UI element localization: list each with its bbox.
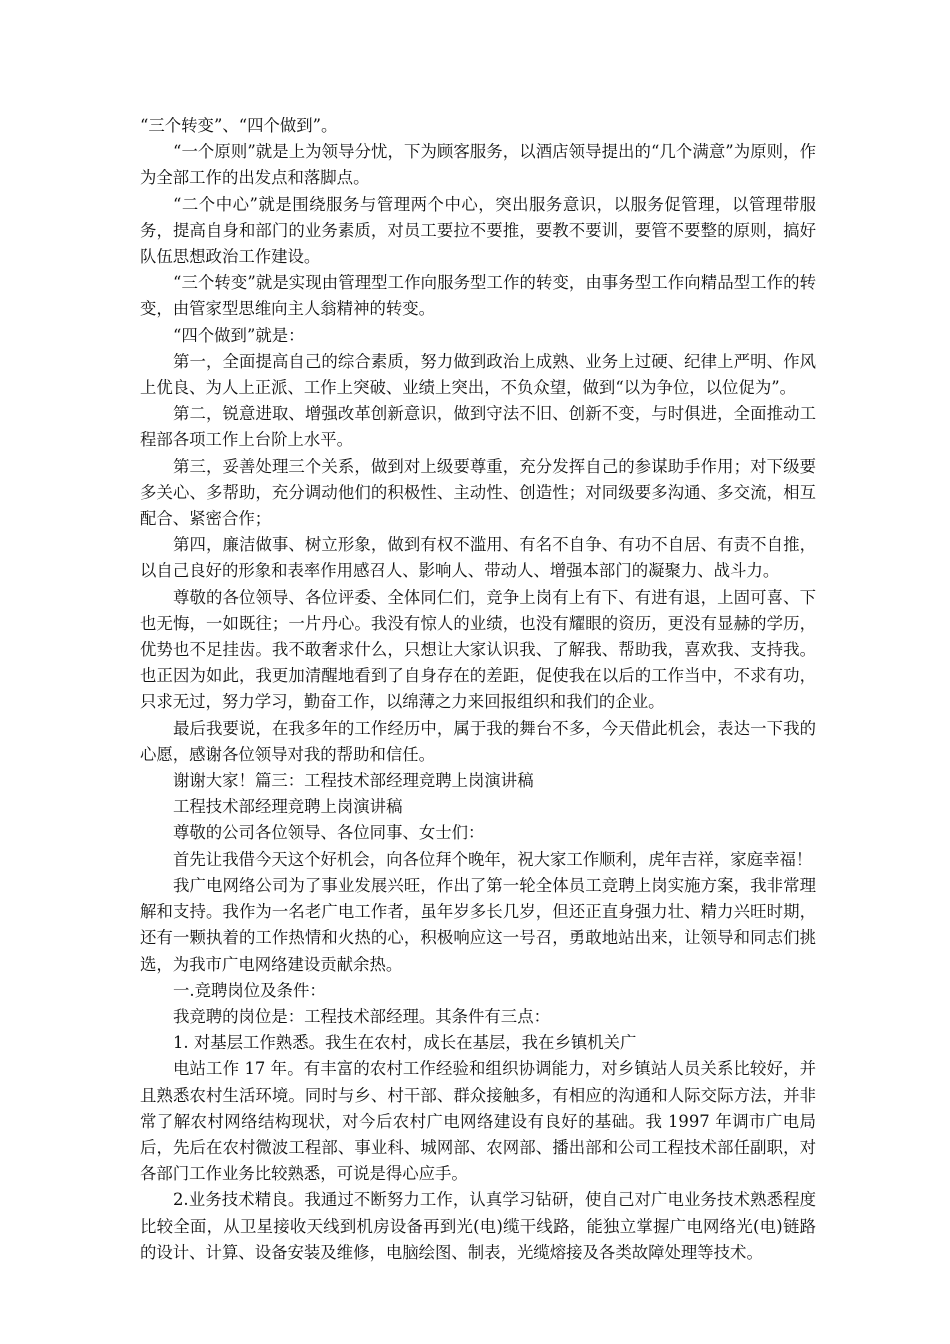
speech-title: 工程技术部经理竞聘上岗演讲稿 [173, 797, 403, 817]
paragraph: “一个原则”就是上为领导分忧，下为顾客服务，以酒店领导提出的“几个满意”为原则，作为全部工作的出发点和落脚点。 [140, 142, 816, 188]
paragraph: 最后我要说，在我多年的工作经历中，属于我的舞台不多，今天借此机会，表达一下我的心愿，感谢各位领导对我的帮助和信任。 [140, 718, 816, 764]
paragraph: 我广电网络公司为了事业发展兴旺，作出了第一轮全体员工竞聘上岗实施方案，我非常理解和支持。我作为一名老广电工作者，虽年岁多长几岁，但还正直身强力壮、精力兴旺时期，还有一颗执着的工作热情和火热的心，积极响应这一号召，勇敢地站出来，让领导和同志们挑选，为我市广电网络建设贡献余热。 [140, 875, 816, 974]
paragraph: “二个中心”就是围绕服务与管理两个中心，突出服务意识，以服务促管理，以管理带服务，提高自身和部门的业务素质，对员工要拉不要推，要教不要训，要管不要整的原则，搞好队伍思想政治工作建设。 [140, 194, 816, 267]
paragraph: 电站工作 17 年。有丰富的农村工作经验和组织协调能力，对乡镇站人员关系比较好，并且熟悉农村生活环境。同时与乡、村干部、群众接触多，有相应的沟通和人际交际方法，并非常了解农村网络结构现状，对今后农村广电网络建设有良好的基础。我 1997 年调市广电局后，先后在农村微波工程部、事业科、城网部、农网部、播出部和公司工程技术部任副职，对各部门工作业务比较熟悉，可说是得心应手。 [140, 1059, 816, 1184]
subsection-heading: 一.竞聘岗位及条件： [173, 980, 326, 1000]
paragraph: “三个转变”就是实现由管理型工作向服务型工作的转变，由事务型工作向精品型工作的转变，由管家型思维向主人翁精神的转变。 [140, 273, 816, 319]
paragraph: “三个转变”、“四个做到”。 [140, 116, 338, 135]
section-heading: 谢谢大家！篇三：工程技术部经理竞聘上岗演讲稿 [173, 771, 534, 791]
paragraph: “四个做到”就是： [173, 325, 305, 345]
document-body [140, 113, 816, 1266]
salutation: 尊敬的公司各位领导、各位同事、女士们： [173, 823, 485, 843]
paragraph: 第二，锐意进取、增强改革创新意识，做到守法不旧、创新不变，与时俱进，全面推动工程部各项工作上台阶上水平。 [140, 404, 816, 450]
paragraph: 第三，妥善处理三个关系，做到对上级要尊重，充分发挥自己的参谋助手作用；对下级要多关心、多帮助，充分调动他们的积极性、主动性、创造性；对同级要多沟通、多交流，相互配合、紧密合作； [140, 456, 816, 529]
list-item: 1. 对基层工作熟悉。我生在农村，成长在基层，我在乡镇机关广 [173, 1033, 637, 1053]
paragraph: 我竞聘的岗位是：工程技术部经理。其条件有三点： [173, 1006, 550, 1026]
paragraph: 首先让我借今天这个好机会，向各位拜个晚年，祝大家工作顺利，虎年吉祥，家庭幸福！ [173, 849, 813, 869]
paragraph: 尊敬的各位领导、各位评委、全体同仁们，竞争上岗有上有下、有进有退，上固可喜、下也无悔，一如既往；一片丹心。我没有惊人的业绩，也没有耀眼的资历，更没有显赫的学历，优势也不足挂齿。我不敢奢求什么，只想让大家认识我、了解我、帮助我，喜欢我、支持我。也正因为如此，我更加清醒地看到了自身存在的差距，促使我在以后的工作当中，不求有功，只求无过，努力学习，勤奋工作，以绵薄之力来回报组织和我们的企业。 [140, 587, 816, 712]
list-item: 2.业务技术精良。我通过不断努力工作，认真学习钻研，使自己对广电业务技术熟悉程度比较全面，从卫星接收天线到机房设备再到光(电)缆干线路，能独立掌握广电网络光(电)链路的设计、计算、设备安装及维修，电脑绘图、制表，光缆熔接及各类故障处理等技术。 [140, 1190, 816, 1262]
paragraph: 第四，廉洁做事、树立形象，做到有权不滥用、有名不自争、有功不自居、有责不自推，以自己良好的形象和表率作用感召人、影响人、带动人、增强本部门的凝聚力、战斗力。 [140, 535, 816, 581]
paragraph: 第一，全面提高自己的综合素质，努力做到政治上成熟、业务上过硬、纪律上严明、作风上优良、为人上正派、工作上突破、业绩上突出，不负众望，做到“以为争位，以位促为”。 [140, 351, 816, 398]
